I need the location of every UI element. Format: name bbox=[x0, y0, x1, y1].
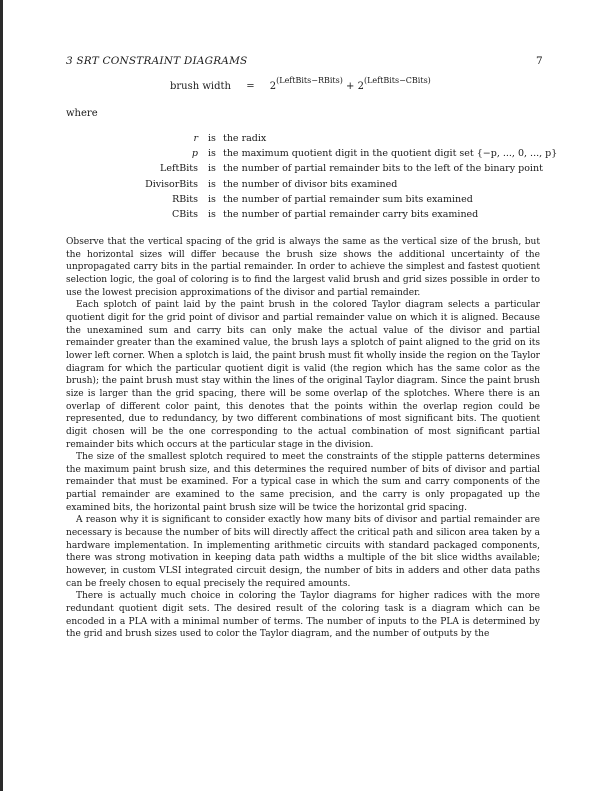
definition-description: the number of partial remainder carry bits examined bbox=[223, 208, 479, 220]
page-number: 7 bbox=[536, 55, 543, 67]
equation-term1-exponent: (LeftBits−RBits) bbox=[276, 76, 343, 85]
definition-description: the radix bbox=[223, 133, 267, 144]
paragraph: A reason why it is significant to consider exactly how many bits of divisor and partial remainder are necessary is because the number of bits will directly affect the critical path and silicon area taken by a hardware implementation. In implementing arithmetic circuits with standard packaged components, there was strong motivation in keeping data path widths a multiple of the bit slice widths available; however, in custom VLSI integrated circuit design, the number of bits in adders and other data paths can be freely chosen to equal precisely the required amounts. bbox=[66, 515, 540, 589]
definition-symbol: DivisorBits bbox=[145, 178, 198, 190]
definition-description: the number of divisor bits examined bbox=[223, 178, 398, 190]
equation-plus: + bbox=[346, 81, 355, 92]
body-text bbox=[66, 236, 540, 641]
paragraph: Each splotch of paint laid by the paint brush in the colored Taylor diagram selects a particular quotient digit for the grid point of divisor and partial remainder value on which it is aligned. Because the unexamined sum and carry bits can only make the actual value of the divisor and partial remainder greater than the examined value, the brush lays a splotch of paint aligned to the grid on its lower left corner. When a splotch is laid, the paint brush must fit wholly inside the region on the Taylor diagram for which the particular quotient digit is valid (the region which has the same color as the brush); the paint brush must stay within the lines of the original Taylor diagram. Since the paint brush size is larger than the grid spacing, there will be some overlap of the splotches. Where there is an overlap of different color paint, this denotes that the points within the overlap region could be represented, due to redundancy, by two different combinations of most significant bits. The quotient digit chosen will be the one corresponding to the actual combination of most significant partial remainder bits which occurs at the particular stage in the division. bbox=[66, 300, 540, 450]
definition-symbol: p bbox=[191, 148, 198, 160]
paragraph: The size of the smallest splotch required to meet the constraints of the stipple patterns determines the maximum paint brush size, and this determines the required number of bits of divisor and partial remainder that must be examined. For a typical case in which the sum and carry components of the partial remainder are examined to the same precision, and the carry is only propagated up the examined bits, the horizontal paint brush size will be twice the horizontal grid spacing. bbox=[66, 452, 540, 513]
paragraph: There is actually much choice in coloring the Taylor diagrams for higher radices with the more redundant quotient digit sets. The desired result of the coloring task is a diagram which can be encoded in a PLA with a minimal number of terms. The number of inputs to the PLA is determined by the grid and brush sizes used to color the Taylor diagram, and the number of outputs by the bbox=[66, 591, 540, 640]
page-edge bbox=[0, 0, 3, 791]
definition-symbol: CBits bbox=[172, 208, 198, 220]
brush-width-equation bbox=[170, 76, 431, 92]
definition-description: the number of partial remainder bits to the left of the binary point bbox=[223, 163, 543, 175]
definition-description: the maximum quotient digit in the quotient digit set {−p, ..., 0, ..., p} bbox=[223, 148, 558, 160]
equation-term2-exponent: (LeftBits−CBits) bbox=[364, 76, 431, 85]
equation-equals: = bbox=[246, 81, 255, 92]
definition-is: is bbox=[208, 178, 216, 190]
paragraph: Observe that the vertical spacing of the grid is always the same as the vertical size of the brush, but the horizontal sizes will differ because the brush size shows the additional uncertainty of the unpropagated carry bits in the partial remainder. In order to achieve the simplest and fastest quotient selection logic, the goal of coloring is to find the largest valid brush and grid sizes possible in order to use the lowest precision approximations of the divisor and partial remainder. bbox=[66, 237, 540, 298]
section-header: 3 SRT CONSTRAINT DIAGRAMS bbox=[66, 55, 248, 67]
equation-term1-base: 2 bbox=[269, 81, 277, 92]
definition-is: is bbox=[208, 148, 216, 160]
definition-is: is bbox=[208, 133, 216, 144]
definition-description: the number of partial remainder sum bits examined bbox=[223, 193, 473, 205]
definition-is: is bbox=[208, 208, 216, 220]
definition-symbol: LeftBits bbox=[160, 163, 198, 175]
equation-lhs: brush width bbox=[170, 81, 231, 92]
definition-symbol: RBits bbox=[172, 193, 198, 205]
definition-is: is bbox=[208, 163, 216, 175]
where-label: where bbox=[66, 108, 98, 119]
equation-term2-base: 2 bbox=[357, 81, 364, 92]
definition-is: is bbox=[208, 193, 216, 205]
definition-symbol: r bbox=[193, 133, 198, 144]
